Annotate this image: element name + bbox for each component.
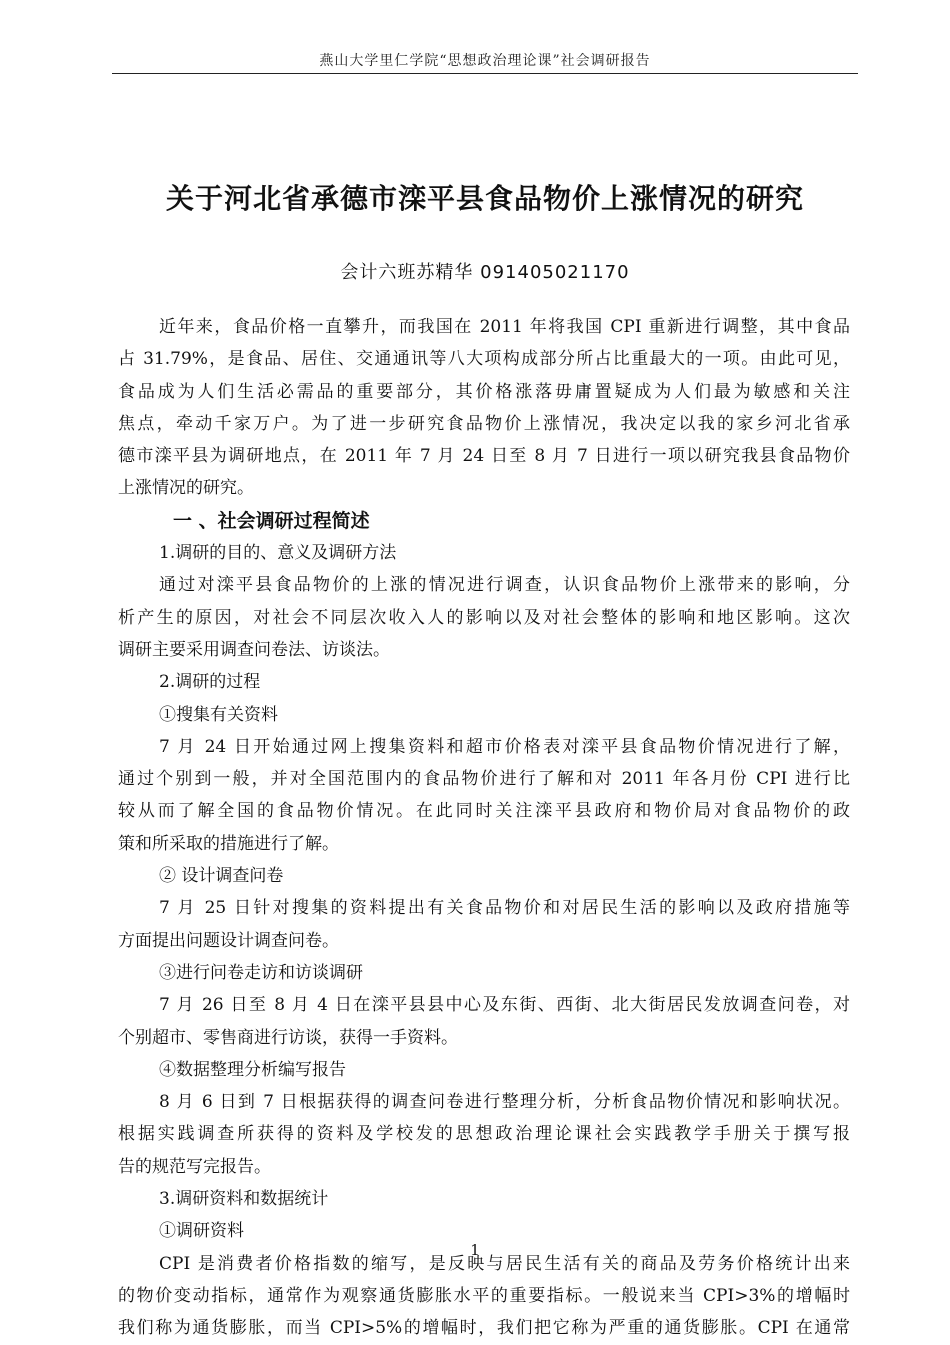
paragraph-line: 7 月 25 日针对搜集的资料提出有关食品物价和对居民生活的影响以及政府措施等: [159, 898, 850, 919]
paragraph-line: 近年来，食品价格一直攀升，而我国在 2011 年将我国 CPI 重新进行调整，其中食品: [159, 317, 850, 337]
paragraph-line: 德市滦平县为调研地点，在 2011 年 7 月 24 日至 8 月 7 日进行一项以研究我县食品物价: [118, 446, 850, 467]
paragraph-line: 焦点，牵动千家万户。为了进一步研究食品物价上涨情况，我决定以我的家乡河北省承: [118, 413, 850, 434]
subsection-heading: 2.调研的过程: [159, 672, 261, 693]
author-line: 会计六班苏精华 091405021170: [340, 262, 630, 283]
step-heading: ③进行问卷走访和访谈调研: [159, 962, 363, 983]
running-header: 燕山大学里仁学院“思想政治理论课”社会调研报告: [319, 53, 651, 69]
body-text: [118, 311, 850, 1345]
paragraph-line: 占 31.79%，是食品、居住、交通通讯等八大项构成部分所占比重最大的一项。由此可见，: [118, 349, 850, 370]
paragraph-line: 上涨情况的研究。: [118, 478, 254, 499]
paragraph-line: 策和所采取的措施进行了解。: [118, 833, 339, 854]
paragraph-line: 方面提出问题设计调查问卷。: [118, 930, 339, 951]
paragraph-line: 的物价变动指标，通常作为观察通货膨胀水平的重要指标。一般说来当 CPI>3%的增幅时: [118, 1285, 850, 1306]
step-heading: ①调研资料: [159, 1221, 244, 1242]
step-heading: ④数据整理分析编写报告: [159, 1059, 346, 1080]
paragraph-line: 调研主要采用调查问卷法、访谈法。: [118, 639, 390, 660]
paragraph-line: 食品成为人们生活必需品的重要部分，其价格涨落毋庸置疑成为人们最为敏感和关注: [118, 381, 850, 402]
document-title: 关于河北省承德市滦平县食品物价上涨情况的研究: [165, 182, 804, 215]
paragraph-line: 7 月 26 日至 8 月 4 日在滦平县县中心及东街、西街、北大街居民发放调查问卷，对: [159, 995, 850, 1016]
section-heading: 一 、社会调研过程简述: [173, 509, 370, 532]
paragraph-line: 告的规范写完报告。: [118, 1156, 271, 1177]
page-number: 1: [470, 1241, 480, 1259]
paragraph-line: 个别超市、零售商进行访谈，获得一手资料。: [118, 1027, 458, 1048]
paragraph-line: 我们称为通货膨胀，而当 CPI>5%的增幅时，我们把它称为严重的通货膨胀。CPI 在通常: [118, 1318, 850, 1339]
paragraph-line: 通过对滦平县食品物价的上涨的情况进行调查，认识食品物价上涨带来的影响，分: [159, 575, 850, 596]
paragraph-line: 根据实践调查所获得的资料及学校发的思想政治理论课社会实践教学手册关于撰写报: [118, 1124, 850, 1145]
header-rule: [112, 73, 858, 74]
step-heading: ①搜集有关资料: [159, 704, 278, 725]
paragraph-line: 析产生的原因，对社会不同层次收入人的影响以及对社会整体的影响和地区影响。这次: [118, 607, 850, 628]
paragraph-line: 8 月 6 日到 7 日根据获得的调查问卷进行整理分析，分析食品物价情况和影响状况。: [159, 1092, 850, 1113]
subsection-heading: 1.调研的目的、意义及调研方法: [159, 543, 397, 564]
paragraph-line: 较从而了解全国的食品物价情况。在此同时关注滦平县政府和物价局对食品物价的政: [118, 801, 850, 822]
subsection-heading: 3.调研资料和数据统计: [159, 1189, 329, 1210]
paragraph-line: CPI 是消费者价格指数的缩写，是反映与居民生活有关的商品及劳务价格统计出来: [159, 1253, 850, 1274]
paragraph-line: 通过个别到一般，并对全国范围内的食品物价进行了解和对 2011 年各月份 CPI 进行比: [118, 769, 850, 790]
step-heading: ② 设计调查问卷: [159, 866, 284, 887]
paragraph-line: 7 月 24 日开始通过网上搜集资料和超市价格表对滦平县食品物价情况进行了解，: [159, 736, 850, 757]
